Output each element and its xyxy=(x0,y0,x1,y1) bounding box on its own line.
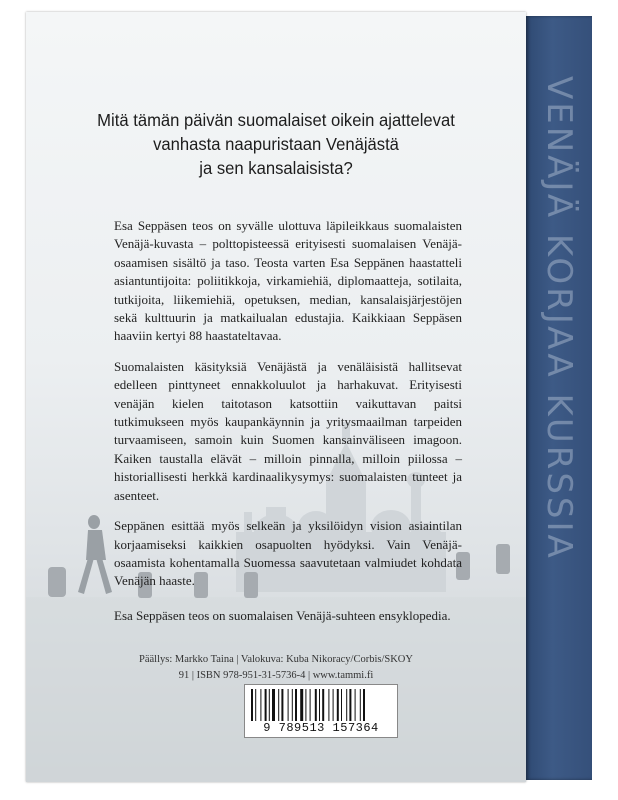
barcode-bar xyxy=(341,689,342,721)
credits xyxy=(26,652,526,684)
barcode-bar xyxy=(360,689,361,721)
barcode-bar xyxy=(328,689,329,721)
barcode-bar xyxy=(355,689,356,721)
barcode-bar xyxy=(288,689,289,721)
barcode-bar xyxy=(269,689,270,721)
barcode-bar xyxy=(349,689,351,721)
barcode xyxy=(244,684,398,738)
headline xyxy=(39,108,514,180)
barcode-bar xyxy=(292,689,293,721)
credits-cover-photo: Päällys: Markko Taina | Valokuva: Kuba Nikoracy/Corbis/SKOY xyxy=(139,654,413,665)
barcode-bar xyxy=(278,689,279,721)
barcode-bar xyxy=(333,689,334,721)
headline-line: Mitä tämän päivän suomalaiset oikein ajattelevat xyxy=(97,110,455,130)
barcode-bar xyxy=(300,689,303,721)
back-cover xyxy=(26,12,526,782)
blurb-paragraph: Suomalaisten käsityksiä Venäjästä ja venäläisistä hallitsevat edelleen pinttyneet ennakkoluulot ja harhakuvat. Erityisesti venäjän kielen taitotason katsottiin vaikuttavan paitsi tutkimukseen myös kaupankäynnin ja yritysmaailman tarpeiden turvaamiseen, samoin kuin Suomen kansainväliseen imagoon. Kaiken taustalla elävät – milloin pinnalla, milloin piilossa – historiallisesti herkkä kardinaalikysymys: suomalaisten tunteet ja asenteet. xyxy=(114,358,462,503)
barcode-bar xyxy=(363,689,365,721)
barcode-bar xyxy=(315,689,317,721)
barcode-bar xyxy=(295,689,297,721)
barcode-bar xyxy=(346,689,347,721)
barcode-bar xyxy=(322,689,324,721)
barcode-bar xyxy=(265,689,267,721)
book-spine xyxy=(526,16,592,780)
barcode-bar xyxy=(337,689,339,721)
barcode-bar xyxy=(319,689,320,721)
barcode-bar xyxy=(310,689,311,721)
barcode-bar xyxy=(255,689,256,721)
barcode-bar xyxy=(272,689,275,721)
headline-line: vanhasta naapuristaan Venäjästä xyxy=(153,134,399,154)
barcode-bar xyxy=(281,689,283,721)
blurb-paragraph: Seppänen esittää myös selkeän ja yksilöidyn vision asiaintilan korjaamiseksi kaikkien osapuolten hyödyksi. Vain Venäjä-osaamista kohentamalla Suomessa saavutetaan valmiudet kohdata Venäjän haaste. xyxy=(114,518,462,589)
headline-line: ja sen kansalaisista? xyxy=(199,158,353,178)
barcode-bar xyxy=(260,689,261,721)
spine-title: VENÄJÄ KORJAA KURSSIA xyxy=(539,76,579,561)
credits-isbn: 91 | ISBN 978-951-31-5736-4 | www.tammi.fi xyxy=(178,670,374,681)
barcode-bar xyxy=(305,689,306,721)
barcode-number: 9 789513 157364 xyxy=(263,721,379,735)
closing-sentence: Esa Seppäsen teos on suomalaisen Venäjä-suhteen ensyklopedia. xyxy=(114,607,451,623)
barcode-bars xyxy=(249,689,393,721)
barcode-bar xyxy=(251,689,253,721)
blurb xyxy=(114,217,462,637)
blurb-paragraph: Esa Seppäsen teos on syvälle ulottuva läpileikkaus suomalaisten Venäjä-kuvasta – polttopisteessä erityisesti suomalaisen Venäjä-osaamisen sisältö ja taso. Teosta varten Esa Seppänen haastatteli asiantuntijoita: poliitikkoja, virkamiehiä, diplomaatteja, sotilaita, tutkijoita, liikemiehiä, opetuksen, median, kansalaisjärjestöjen sekä kulttuurin ja matkailualan edustajia. Kaikkiaan Seppäsen haaviin kertyi 88 haastateltavaa. xyxy=(114,218,462,344)
